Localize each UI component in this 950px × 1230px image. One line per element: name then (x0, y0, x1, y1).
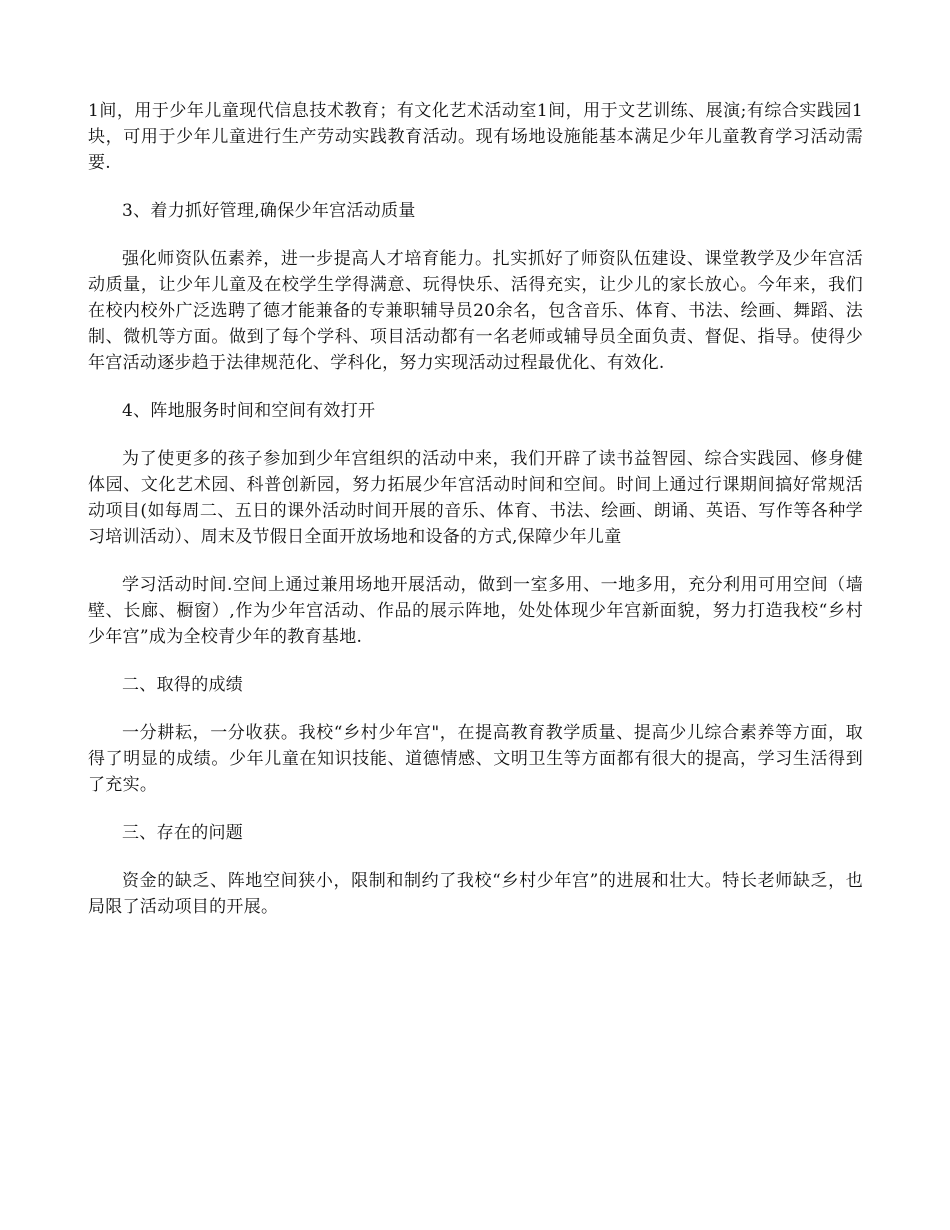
paragraph-problems: 资金的缺乏、阵地空间狭小，限制和制约了我校“乡村少年宫”的进展和壮大。特长老师缺乏，也局限了活动项目的开展。 (88, 871, 863, 917)
paragraph-teachers: 强化师资队伍素养，进一步提高人才培育能力。扎实抓好了师资队伍建设、课堂教学及少年宫活动质量，让少年儿童及在校学生学得满意、玩得快乐、活得充实，让少儿的家长放心。今年来，我们在校内校外广泛选聘了德才能兼备的专兼职辅导员20余名，包含音乐、体育、书法、绘画、舞蹈、法制、微机等方面。做到了每个学科、项目活动都有一名老师或辅导员全面负责、督促、指导。使得少年宫活动逐步趋于法律规范化、学科化，努力实现活动过程最优化、有效化. (88, 249, 863, 373)
section-heading-achievements: 二、取得的成绩 (122, 675, 244, 695)
section-heading-problems: 三、存在的问题 (122, 823, 244, 843)
document-body (88, 98, 863, 942)
paragraph-facilities: 1间，用于少年儿童现代信息技术教育；有文化艺术活动室1间，用于文艺训练、展演;有综合实践园1块，可用于少年儿童进行生产劳动实践教育活动。现有场地设施能基本满足少年儿童教育学习活动需要. (88, 101, 863, 173)
paragraph-achievements: 一分耕耘，一分收获。我校“乡村少年宫"，在提高教育教学质量、提高少儿综合素养等方面，取得了明显的成绩。少年儿童在知识技能、道德情感、文明卫生等方面都有很大的提高，学习生活得到了充实。 (88, 723, 863, 795)
section-heading-management: 3、着力抓好管理,确保少年宫活动质量 (122, 201, 416, 221)
paragraph-activities: 为了使更多的孩子参加到少年宫组织的活动中来，我们开辟了读书益智园、综合实践园、修身健体园、文化艺术园、科普创新园，努力拓展少年宫活动时间和空间。时间上通过行课期间搞好常规活动项目(如每周二、五日的课外活动时间开展的音乐、体育、书法、绘画、朗诵、英语、写作等各种学习培训活动）、周末及节假日全面开放场地和设备的方式,保障少年儿童 (88, 449, 863, 547)
paragraph-space-usage: 学习活动时间.空间上通过兼用场地开展活动，做到一室多用、一地多用，充分利用可用空间（墙壁、长廊、橱窗）,作为少年宫活动、作品的展示阵地，处处体现少年宫新面貌，努力打造我校“乡村少年宫”成为全校青少年的教育基地. (88, 575, 863, 647)
section-heading-time-space: 4、阵地服务时间和空间有效打开 (122, 401, 376, 421)
